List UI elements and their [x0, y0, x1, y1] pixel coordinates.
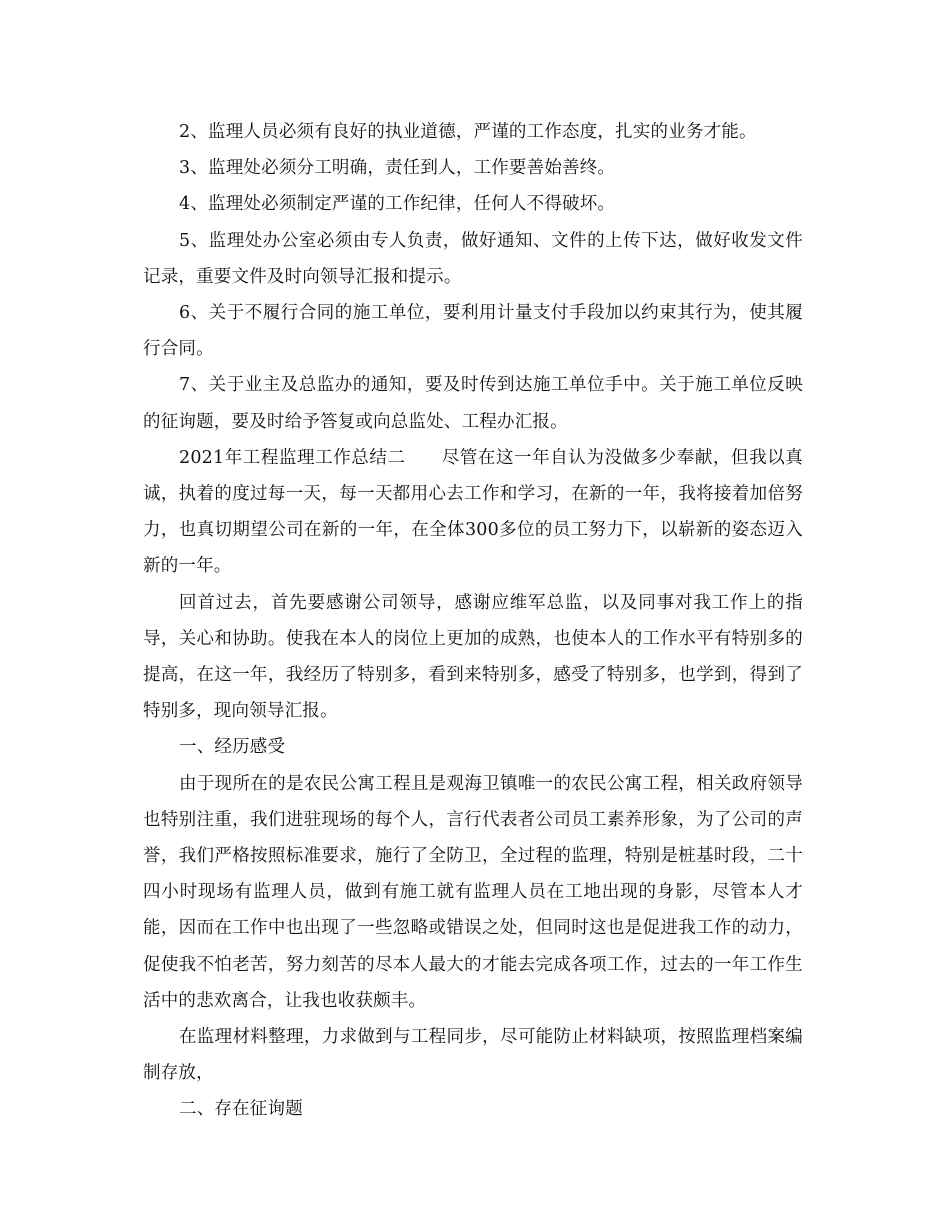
experience-paragraph: 由于现所在的是农民公寓工程且是观海卫镇唯一的农民公寓工程，相关政府领导也特别注重，我们进驻现场的每个人，言行代表者公司员工素养形象，为了公司的声誉，我们严格按照标准要求，施行了全防卫，全过程的监理，特别是桩基时段，二十四小时现场有监理人员，做到有施工就有监理人员在工地出现的身影，尽管本人才能，因而在工作中也出现了一些忽略或错误之处，但同时这也是促进我工作的动力，促使我不怕老苦，努力刻苦的尽本人最大的才能去完成各项工作，过去的一年工作生活中的悲欢离合，让我也收获颇丰。	[143, 773, 803, 1011]
summary-two-intro: 2021年工程监理工作总结二 尽管在这一年自认为没做多少奉献，但我以真诚，执着的度过每一天，每一天都用心去工作和学习，在新的一年，我将接着加倍努力，也真切期望公司在新的一年，在全体300多位的员工努力下，以崭新的姿态迈入新的一年。	[143, 447, 803, 577]
materials-paragraph: 在监理材料整理，力求做到与工程同步，尽可能防止材料缺项，按照监理档案编制存放，	[143, 1027, 803, 1084]
paragraph-item-6: 6、关于不履行合同的施工单位，要利用计量支付手段加以约束其行为，使其履行合同。	[143, 303, 803, 360]
paragraph-item-5: 5、监理处办公室必须由专人负责，做好通知、文件的上传下达，做好收发文件记录，重要文件及时向领导汇报和提示。	[143, 230, 803, 287]
paragraph-item-7: 7、关于业主及总监办的通知，要及时传到达施工单位手中。关于施工单位反映的征询题，要及时给予答复或向总监处、工程办汇报。	[143, 375, 803, 432]
review-paragraph: 回首过去，首先要感谢公司领导，感谢应维军总监，以及同事对我工作上的指导，关心和协助。使我在本人的岗位上更加的成熟，也使本人的工作水平有特别多的提高，在这一年，我经历了特别多，看到来特别多，感受了特别多，也学到，得到了特别多，现向领导汇报。	[143, 592, 803, 722]
paragraph-item-2: 2、监理人员必须有良好的执业道德，严谨的工作态度，扎实的业务才能。	[179, 122, 757, 142]
paragraph-item-4: 4、监理处必须制定严谨的工作纪律，任何人不得破坏。	[179, 194, 616, 215]
section-heading-experience: 一、经历感受	[179, 737, 286, 758]
paragraph-item-3: 3、监理处必须分工明确，责任到人，工作要善始善终。	[179, 158, 616, 179]
document-body	[143, 114, 803, 1128]
section-heading-issues: 二、存在征询题	[179, 1099, 303, 1120]
